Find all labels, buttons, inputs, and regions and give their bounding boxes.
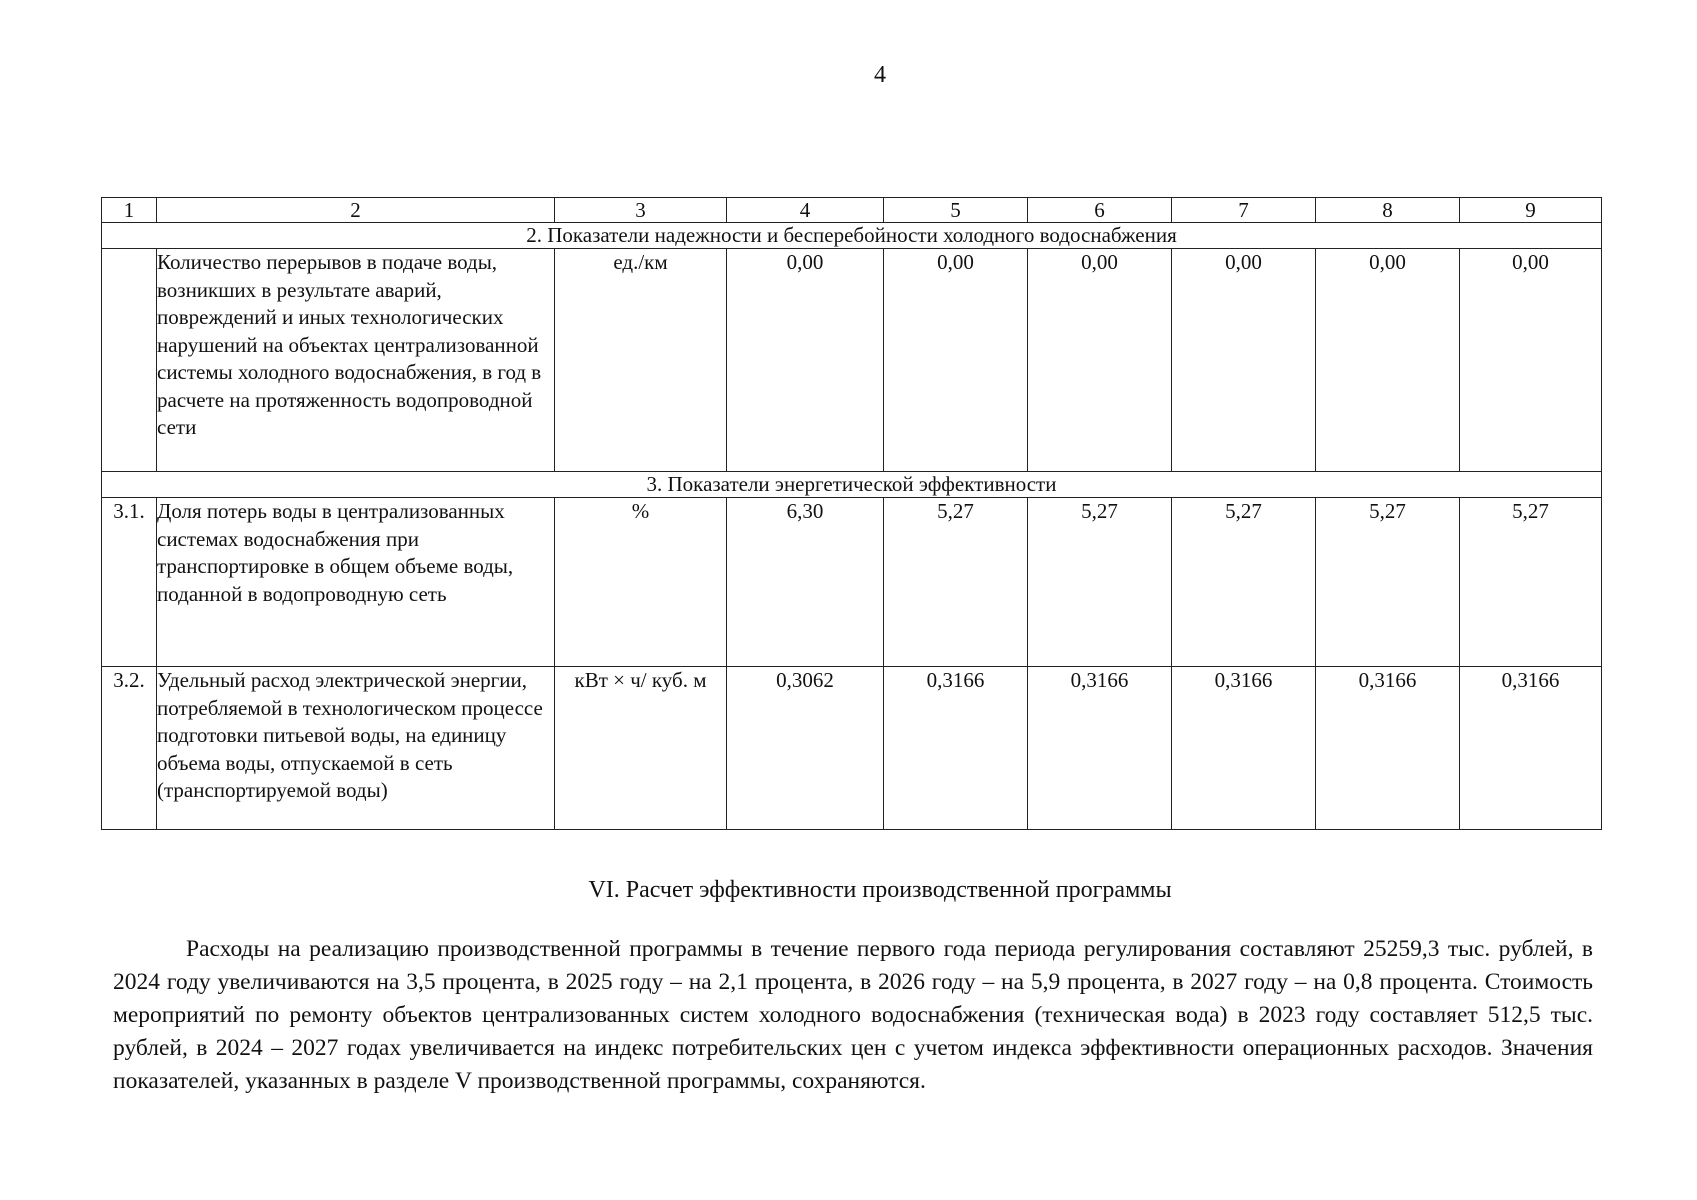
indicator-value: 0,3166 xyxy=(1460,667,1602,830)
column-number: 2 xyxy=(157,198,555,223)
page-number: 4 xyxy=(874,62,886,88)
indicator-value: 0,3166 xyxy=(1316,667,1460,830)
indicator-value: 5,27 xyxy=(1028,498,1172,667)
column-number: 3 xyxy=(555,198,727,223)
indicator-value: 0,3062 xyxy=(727,667,884,830)
indicator-value: 5,27 xyxy=(1172,498,1316,667)
column-number: 6 xyxy=(1028,198,1172,223)
column-number-row xyxy=(102,198,1602,223)
indicator-unit: % xyxy=(555,498,727,667)
column-number: 4 xyxy=(727,198,884,223)
row-number: 3.1. xyxy=(102,498,157,667)
indicator-value: 0,00 xyxy=(1028,249,1172,472)
indicator-unit: ед./км xyxy=(555,249,727,472)
indicator-value: 0,3166 xyxy=(1028,667,1172,830)
column-number: 8 xyxy=(1316,198,1460,223)
indicator-value: 0,00 xyxy=(1460,249,1602,472)
table-row xyxy=(102,498,1602,667)
indicator-value: 6,30 xyxy=(727,498,884,667)
indicator-value: 0,3166 xyxy=(884,667,1028,830)
row-number xyxy=(102,249,157,472)
section-header-row xyxy=(102,223,1602,249)
section-title-reliability: 2. Показатели надежности и бесперебойности холодного водоснабжения xyxy=(102,223,1602,249)
body-paragraph: Расходы на реализацию производственной программы в течение первого года периода регулирования составляют 25259,3 тыс. рублей, в 2024 году увеличиваются на 3,5 процента, в 2025 году – на 2,1 процента, в 2026 году – на 5,9 процента, в 2027 году – на 0,8 процента. Стоимость мероприятий по ремонту объектов централизованных систем холодного водоснабжения (техническая вода) в 2023 году составляет 512,5 тыс. рублей, в 2024 – 2027 годах увеличивается на индекс потребительских цен с учетом индекса эффективности операционных расходов. Значения показателей, указанных в разделе V производственной программы, сохраняются. xyxy=(113,936,1593,1094)
indicator-name: Количество перерывов в подаче воды, возникших в результате аварий, повреждений и иных технологических нарушений на объектах централизованной системы холодного водоснабжения, в год в расчете на протяженность водопроводной сети xyxy=(157,249,555,472)
indicator-value: 5,27 xyxy=(1460,498,1602,667)
indicator-value: 0,00 xyxy=(884,249,1028,472)
indicator-name: Удельный расход электрической энергии, потребляемой в технологическом процессе подготовки питьевой воды, на единицу объема воды, отпускаемой в сеть (транспортируемой воды) xyxy=(157,667,555,830)
indicator-value: 0,00 xyxy=(727,249,884,472)
indicator-name: Доля потерь воды в централизованных системах водоснабжения при транспортировке в общем объеме воды, поданной в водопроводную сеть xyxy=(157,498,555,667)
indicator-value: 0,3166 xyxy=(1172,667,1316,830)
indicator-value: 5,27 xyxy=(884,498,1028,667)
indicator-value: 0,00 xyxy=(1316,249,1460,472)
section-heading: VI. Расчет эффективности производственной программы xyxy=(588,877,1172,903)
section-header-row xyxy=(102,472,1602,498)
indicators-table xyxy=(101,197,1602,830)
row-number: 3.2. xyxy=(102,667,157,830)
table-row xyxy=(102,249,1602,472)
column-number: 1 xyxy=(102,198,157,223)
column-number: 7 xyxy=(1172,198,1316,223)
indicator-value: 5,27 xyxy=(1316,498,1460,667)
column-number: 9 xyxy=(1460,198,1602,223)
table-row xyxy=(102,667,1602,830)
indicator-value: 0,00 xyxy=(1172,249,1316,472)
section-title-energy: 3. Показатели энергетической эффективности xyxy=(102,472,1602,498)
indicator-unit: кВт × ч/ куб. м xyxy=(555,667,727,830)
column-number: 5 xyxy=(884,198,1028,223)
